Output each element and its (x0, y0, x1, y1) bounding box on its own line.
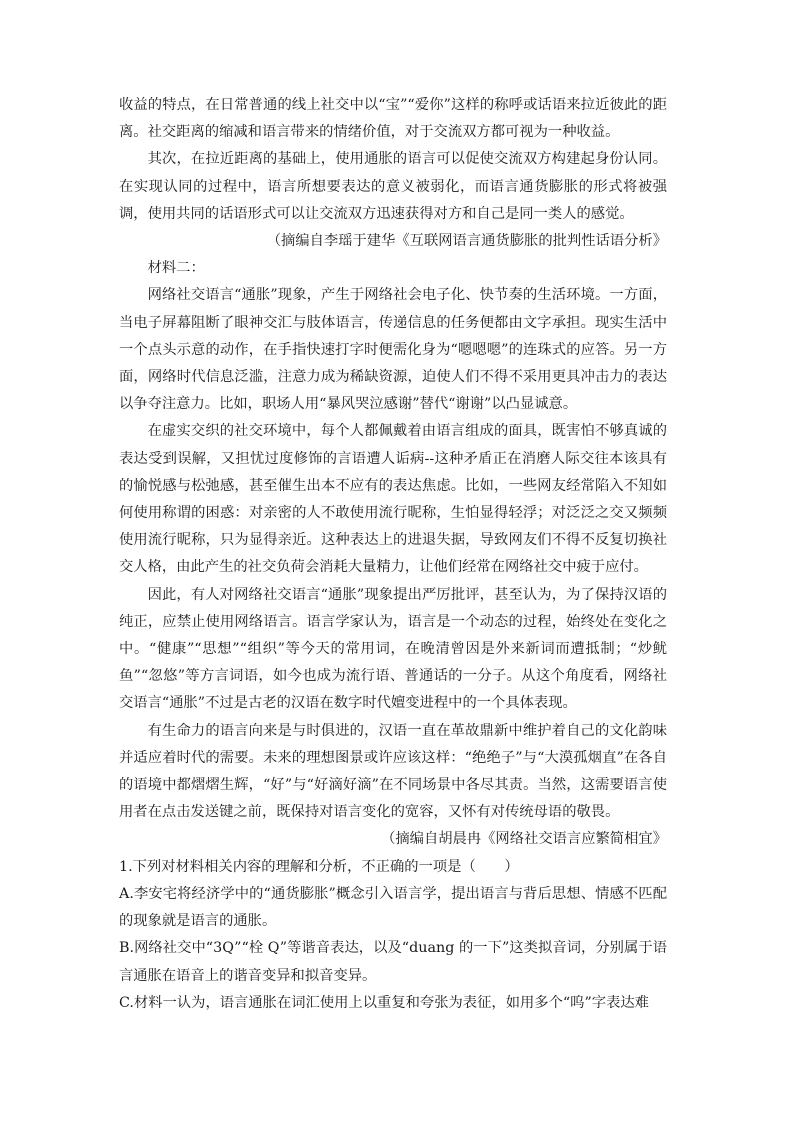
source-citation-1: （摘编自李瑶于建华《互联网语言通货膨胀的批判性话语分析》 (266, 233, 667, 250)
paragraph-material-two-3: 因此，有人对网络社交语言“通胀”现象提出严厉批评，甚至认为，为了保持汉语的纯正，应禁止使用网络语言。语言学家认为，语言是一个动态的过程，始终处在变化之中。“健康”“思想”“组织”等今天的常用词，在晚清曾因是外来新词而遭抵制；“炒鱿鱼”“忽悠”等方言词语，如今也成为流行语、普通话的一分子。从这个角度看，网络社交语言“通胀”不过是古老的汉语在数字时代嬗变进程中的一个具体表现。 (119, 586, 667, 712)
paragraph-second-point: 其次，在拉近距离的基础上，使用通胀的语言可以促使交流双方构建起身份认同。在实现认同的过程中，语言所想要表达的意义被弱化，而语言通货膨胀的形式将被强调，使用共同的话语形式可以让交流双方迅速获得对方和自己是同一类人的感觉。 (119, 151, 667, 222)
source-citation-2: （摘编自胡晨冉《网络社交语言应繁简相宜》 (381, 831, 667, 848)
paragraph-continuation: 收益的特点，在日常普通的线上社交中以“宝”“爱你”这样的称呼或话语来拉近彼此的距离。社交距离的缩减和语言带来的情绪价值，对于交流双方都可视为一种收益。 (119, 97, 667, 141)
document-page (119, 92, 667, 1017)
paragraph-material-two-2: 在虚实交织的社交环境中，每个人都佩戴着由语言组成的面具，既害怕不够真诚的表达受到误解，又担忧过度修饰的言语遭人诟病--这种矛盾正在消磨人际交往本该具有的愉悦感与松弛感，甚至催生出本不应有的表达焦虑。比如，一些网友经常陷入不知如何使用称谓的困惑：对亲密的人不敢使用流行昵称，生怕显得轻浮；对泛泛之交又频频使用流行昵称，只为显得亲近。这种表达上的进退失据，导致网友们不得不反复切换社交人格，由此产生的社交负荷会消耗大量精力，让他们经常在网络社交中疲于应付。 (119, 423, 667, 576)
paragraph-material-two-4: 有生命力的语言向来是与时俱进的，汉语一直在革故鼎新中维护着自己的文化韵味并适应着时代的需要。未来的理想图景或许应该这样：“绝绝子”与“大漠孤烟直”在各自的语境中都熠熠生辉，“好”与“好滴好滴”在不同场景中各尽其责。当然，这需要语言使用者在点击发送键之前，既保持对语言变化的宽容，又怀有对传统母语的敬畏。 (119, 722, 667, 821)
material-two-label: 材料二： (147, 260, 205, 277)
question-1-stem: 1.下列对材料相关内容的理解和分析，不正确的一项是（ ） (119, 858, 519, 875)
option-a: A.李安宅将经济学中的“通货膨胀”概念引入语言学，提出语言与背后思想、情感不匹配的现象就是语言的通胀。 (119, 885, 667, 930)
paragraph-material-two-1: 网络社交语言“通胀”现象，产生于网络社会电子化、快节奏的生活环境。一方面，当电子屏幕阻断了眼神交汇与肢体语言，传递信息的任务便都由文字承担。现实生活中一个点头示意的动作，在手指快速打字时便需化身为“嗯嗯嗯”的连珠式的应答。另一方面，网络时代信息泛滥，注意力成为稀缺资源，迫使人们不得不采用更具冲击力的表达以争夺注意力。比如，职场人用“暴风哭泣感谢”替代“谢谢”以凸显诚意。 (119, 287, 667, 413)
option-b: B.网络社交中“3Q”“栓 Q”等谐音表达，以及“duang 的一下”这类拟音词，分别属于语言通胀在语音上的谐音变异和拟音变异。 (119, 940, 667, 984)
option-c: C.材料一认为，语言通胀在词汇使用上以重复和夸张为表征，如用多个“呜”字表达难 (119, 994, 649, 1011)
